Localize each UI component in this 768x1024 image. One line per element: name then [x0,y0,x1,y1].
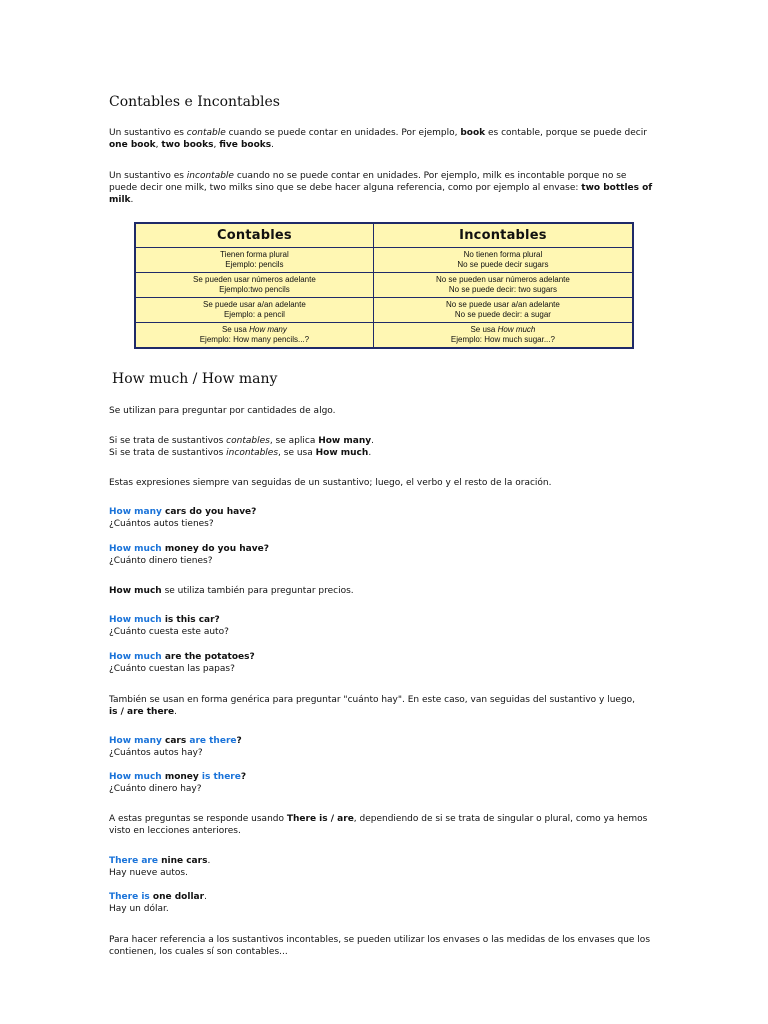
table-cell [135,323,373,349]
table-cell [373,248,633,273]
example-es: ¿Cuántos autos tienes? [109,519,214,529]
rule-line [109,447,654,459]
keyword: How much [109,586,162,596]
text: , [213,140,220,150]
intro-contable-paragraph [109,127,654,151]
table-cell [135,298,373,323]
example-es: ¿Cuánto dinero tienes? [109,556,213,566]
example-word: two bottles of milk [109,183,653,205]
text: es contable, porque se puede decir [485,128,647,138]
keyword: are there [189,736,237,746]
text: A estas preguntas se responde usando [109,814,287,824]
cell-line: No se puede decir: a sugar [454,310,551,319]
text: one dollar [149,892,205,902]
example-block [109,735,654,759]
text: nine cars [157,856,208,866]
text: Un sustantivo es [109,128,187,138]
table-cell [373,273,633,298]
text: money [161,772,202,782]
example-block [109,771,654,795]
paragraph: Para hacer referencia a los sustantivos incontables, se pueden utilizar los envases o las medidas de los envases que los contienen, los cuales sí son contables... [109,935,651,957]
contables-table [134,222,634,349]
text: . [368,448,372,458]
section-title: How much / How many [112,371,278,387]
cell-line: Ejemplo: How many pencils...? [199,335,310,344]
cell-line: No tienen forma plural [463,250,543,259]
text: cuando se puede contar en unidades. Por ejemplo, [225,128,461,138]
table-cell [373,323,633,349]
text: . [174,707,177,717]
text: . [130,195,134,205]
cell-line: No se puede decir sugars [457,260,549,269]
term: How much [497,325,536,334]
cell-line: Ejemplo: pencils [225,260,284,269]
keyword: is there [201,772,241,782]
keyword: is / are there [109,707,175,717]
text: , se aplica [269,436,319,446]
cell-line: No se pueden usar números adelante [435,275,570,284]
text: . [207,856,211,866]
text: cuando no se puede contar en unidades. Por ejemplo, milk es incontable porque no se puede decir one milk, two milks sino que se debe hacer alguna referencia, como por ejemplo al envase: [109,171,627,193]
example-word: book [460,128,486,138]
example-en [109,891,654,903]
table-row [135,298,633,323]
text: , se usa [278,448,316,458]
page-title: Contables e Incontables [109,94,280,110]
example-es: ¿Cuántos autos hay? [109,748,203,758]
header-contables: Contables [135,223,373,248]
example-block [109,855,654,879]
term: contables [226,436,270,446]
text: cars [161,736,190,746]
text: Se usa [470,325,498,334]
text: ? [236,736,242,746]
text-line [109,706,654,718]
paragraph [109,813,654,837]
example-es: Hay un dólar. [109,904,169,914]
example-en [109,506,654,518]
example-word: two books [161,140,214,150]
cell-line: Ejemplo:two pencils [219,285,290,294]
table-row [135,323,633,349]
table-cell [373,298,633,323]
rule-line [109,435,654,447]
text: . [371,436,374,446]
cell-line: No se puede usar a/an adelante [445,300,560,309]
example-en [109,543,654,555]
rules-paragraph [109,435,654,459]
term: incontables [226,448,279,458]
keyword: There are [109,856,158,866]
keyword: How much [109,544,162,554]
example-en [109,735,654,747]
cell-line: Se pueden usar números adelante [193,275,316,284]
keyword: There is [109,892,150,902]
example-es: ¿Cuánto dinero hay? [109,784,202,794]
text: También se usan en forma genérica para preguntar "cuánto hay". En este caso, van seguidas del sustantivo y luego, [109,695,636,705]
text: Se usa [221,325,250,334]
table-cell [135,273,373,298]
keyword: How many [318,436,372,446]
text: ? [240,772,247,782]
text: cars do you have? [161,507,257,517]
text: . [204,892,207,902]
cell-line [136,325,373,335]
cell-line: Ejemplo: How much sugar...? [450,335,555,344]
paragraph [109,585,654,597]
example-word: five books [219,140,272,150]
cell-line: Ejemplo: a pencil [223,310,285,319]
paragraph: Se utilizan para preguntar por cantidades de algo. [109,406,336,416]
keyword: How many [109,736,162,746]
table-cell [135,248,373,273]
text: Un sustantivo es [109,171,187,181]
text: Si se trata de sustantivos [109,436,227,446]
keyword: How much [315,448,369,458]
keyword: How much [109,615,162,625]
example-block [109,614,654,638]
cell-line: Se puede usar a/an adelante [203,300,306,309]
keyword: How much [109,772,162,782]
cell-line: No se puede decir: two sugars [448,285,557,294]
text: are the potatoes? [161,652,255,662]
example-es: ¿Cuánto cuestan las papas? [109,664,235,674]
keyword: How much [109,652,162,662]
example-block [109,651,654,675]
term-contable: contable [186,128,226,138]
term: How many [249,325,287,334]
example-block [109,543,654,567]
paragraph [109,694,654,718]
text: . [271,140,274,150]
example-en [109,855,654,867]
example-block [109,506,654,530]
text: is this car? [161,615,220,625]
header-incontables: Incontables [373,223,633,248]
example-es: ¿Cuánto cuesta este auto? [109,627,229,637]
cell-line [374,325,632,335]
cell-line: Tienen forma plural [220,250,289,259]
example-es: Hay nueve autos. [109,868,188,878]
text: se utiliza también para preguntar precios. [161,586,354,596]
keyword: There is / are [286,814,354,824]
example-en [109,651,654,663]
table-header-row [135,223,633,248]
paragraph: Estas expresiones siempre van seguidas de un sustantivo; luego, el verbo y el resto de la oración. [109,478,552,488]
example-block [109,891,654,915]
term-incontable: incontable [186,171,234,181]
text: , dependiendo de si se trata de singular o plural, como ya hemos visto en lecciones anteriores. [109,814,648,836]
example-en [109,614,654,626]
intro-incontable-paragraph [109,170,654,206]
keyword: How many [109,507,162,517]
example-word: one book [109,140,156,150]
table-row [135,273,633,298]
table-row [135,248,633,273]
example-en [109,771,654,783]
text: money do you have? [161,544,269,554]
text: , [155,140,162,150]
text: Si se trata de sustantivos [109,448,227,458]
